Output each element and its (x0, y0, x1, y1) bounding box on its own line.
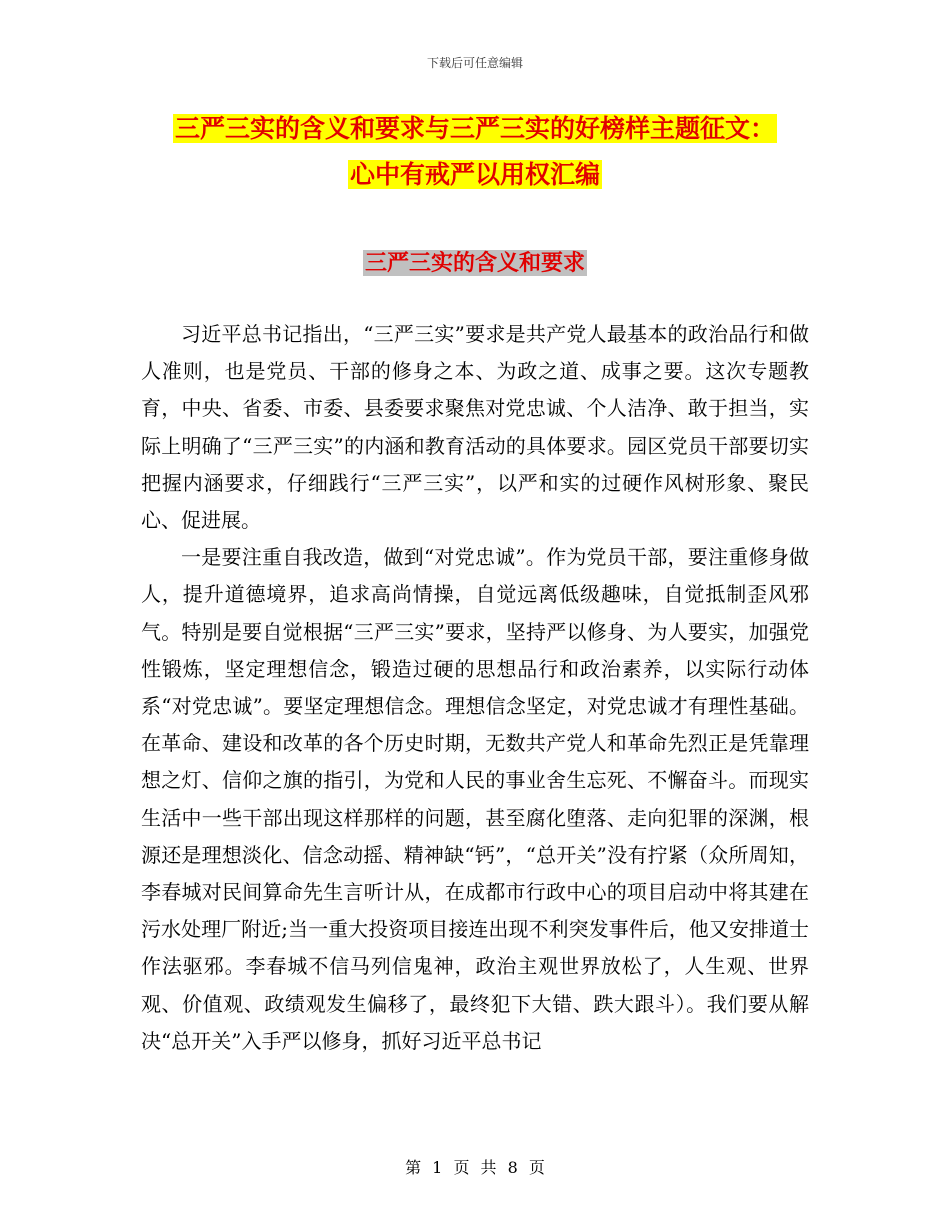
header-note: 下载后可任意编辑 (426, 56, 523, 70)
document-title-line-2 (0, 158, 950, 192)
title-highlight-1: 三严三实的含义和要求与三严三实的好榜样主题征文： (174, 114, 775, 143)
page-number-footer: 第 1 页 共 8 页 (405, 1158, 545, 1177)
document-body (141, 316, 809, 1060)
body-paragraph-1: 习近平总书记指出，“三严三实”要求是共产党人最基本的政治品行和做人准则，也是党员、干部的修身之本、为政之道、成事之要。这次专题教育，中央、省委、市委、县委要求聚焦对党忠诚、个人洁净、敢于担当，实际上明确了“三严三实”的内涵和教育活动的具体要求。园区党员干部要切实把握内涵要求，仔细践行“三严三实”，以严和实的过硬作风树形象、聚民心、促进展。 (141, 322, 809, 533)
section-heading (0, 248, 950, 278)
document-title-line-1 (0, 112, 950, 146)
section-heading-text: 三严三实的含义和要求 (364, 250, 585, 276)
title-highlight-2: 心中有戒严以用权汇编 (349, 160, 600, 189)
body-paragraph-2: 一是要注重自我改造，做到“对党忠诚”。作为党员干部，要注重修身做人，提升道德境界，追求高尚情操，自觉远离低级趣味，自觉抵制歪风邪气。特别是要自觉根据“三严三实”要求，坚持严以修身、为人要实，加强党性锻炼，坚定理想信念，锻造过硬的思想品行和政治素养，以实际行动体系“对党忠诚”。要坚定理想信念。理想信念坚定，对党忠诚才有理性基础。在革命、建设和改革的各个历史时期，无数共产党人和革命先烈正是凭靠理想之灯、信仰之旗的指引，为党和人民的事业舍生忘死、不懈奋斗。而现实生活中一些干部出现这样那样的问题，甚至腐化堕落、走向犯罪的深渊，根源还是理想淡化、信念动摇、精神缺“钙”，“总开关”没有拧紧（众所周知，李春城对民间算命先生言听计从，在成都市行政中心的项目启动中将其建在污水处理厂附近;当一重大投资项目接连出现不利突发事件后，他又安排道士作法驱邪。李春城不信马列信鬼神，政治主观世界放松了，人生观、世界观、价值观、政绩观发生偏移了，最终犯下大错、跌大跟斗）。我们要从解决“总开关”入手严以修身，抓好习近平总书记 (141, 545, 809, 1053)
